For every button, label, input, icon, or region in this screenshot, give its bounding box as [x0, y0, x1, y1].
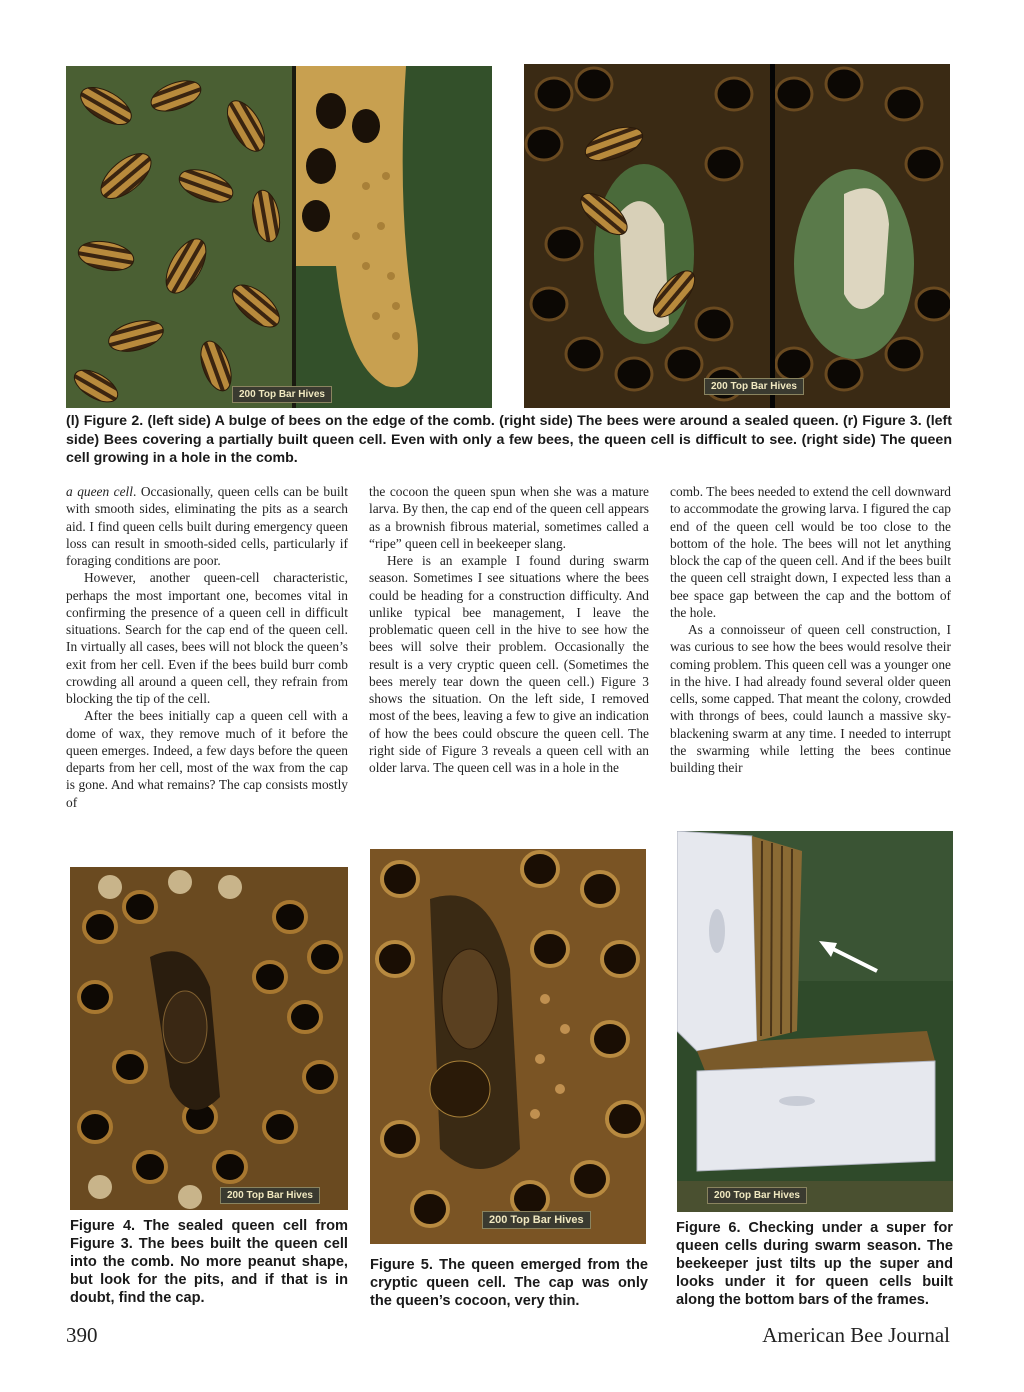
figure-6-photo	[677, 831, 953, 1212]
column-2-paragraph-2: Here is an example I found during swarm season. Sometimes I see situations where the bees could be heading for a construction difficulty. And unlike typical bee management, I leave the problematic queen cell in the hive to see how the bees will solve their problem. Occasionally the result is a very cryptic queen cell. (Sometimes the bees merely tear down the queen cell.) Figure 3 shows the situation. On the left side, I removed most of the bees, leaving a few to give an indication of how the bees could obscure the queen cell. The right side of Figure 3 reveals a queen cell with an older larva. The queen cell was in a hole in the	[369, 553, 649, 775]
figure-3-watermark: 200 Top Bar Hives	[704, 378, 804, 395]
figure-5-image	[370, 849, 646, 1244]
figure-4-photo	[70, 867, 348, 1210]
column-1-paragraph-2: However, another queen-cell characteristic, perhaps the most important one, becomes vital in confirming the presence of a queen cell in difficult situations. Search for the cap end of the queen cell. In virtually all cases, bees will not block the queen’s exit from her cell. Even if the bees build burr comb crowding all around a queen cell, they refrain from blocking the tip of the cell.	[66, 570, 348, 706]
figure-6-image	[677, 831, 953, 1212]
figure-2-image	[66, 66, 492, 408]
column-3-paragraph-2: As a connoisseur of queen cell construction, I was curious to see how the bees would resolve their coming problem. This queen cell was a younger one in the hive. I had already found several older queen cells, some capped. That meant the colony, crowded with throngs of bees, could launch a massive sky-blackening swarm at any time. I needed to interrupt the swarming while letting the bees continue building their	[670, 622, 951, 775]
column-1-paragraph-1-text: . Occasionally, queen cells can be built with smooth sides, eliminating the pits as a search aid. I find queen cells built during emergency queen loss can result in smooth-sided cells, particularly if foraging conditions are poor.	[66, 484, 348, 568]
figure-2-watermark: 200 Top Bar Hives	[232, 386, 332, 403]
figure-5-caption: Figure 5. The queen emerged from the cryptic queen cell. The cap was only the queen’s cocoon, very thin.	[370, 1257, 648, 1309]
column-1-paragraph-3: After the bees initially cap a queen cell with a dome of wax, they remove much of it before the queen emerges. Indeed, a few days before the queen departs from her cell, most of the wax from the cap is gone. And what remains? The cap consists mostly of	[66, 708, 348, 810]
top-caption: (l) Figure 2. (left side) A bulge of bees on the edge of the comb. (right side) The bees were around a sealed queen. (r) Figure 3. (left side) Bees covering a partially built queen cell. Even with only a few bees, the queen cell is difficult to see. (right side) The queen cell growing in a hole in the comb.	[66, 413, 952, 467]
article-column-3	[670, 483, 951, 776]
figure-6-watermark: 200 Top Bar Hives	[707, 1187, 807, 1204]
article-column-2	[369, 483, 649, 776]
figure-2-photo	[66, 66, 492, 408]
figure-5-watermark: 200 Top Bar Hives	[482, 1211, 591, 1229]
figure-4-image	[70, 867, 348, 1210]
figure-5-photo	[370, 849, 646, 1244]
figure-3-image	[524, 64, 950, 408]
figure-4-caption: Figure 4. The sealed queen cell from Figure 3. The bees built the queen cell into the comb. No more peanut shape, but look for the pits, and if that is in doubt, find the cap.	[70, 1218, 348, 1306]
page-number: 390	[66, 1323, 98, 1347]
column-2-paragraph-1: the cocoon the queen spun when she was a mature larva. By then, the cap end of the queen cell appears as a brownish fibrous material, sometimes called a “ripe” queen cell in beekeeper slang.	[369, 484, 649, 551]
column-1-italic-term: a queen cell	[66, 484, 133, 499]
figure-6-caption: Figure 6. Checking under a super for queen cells during swarm season. The beekeeper just tilts up the super and looks under it for queen cells built along the bottom bars of the frames.	[676, 1220, 953, 1308]
article-column-1	[66, 483, 348, 811]
figure-3-photo	[524, 64, 950, 408]
column-3-paragraph-1: comb. The bees needed to extend the cell downward to accommodate the growing larva. I figured the cap end of the queen cell would be too close to the bottom of the hole. The bees will not let anything block the cap of the queen cell. And if the bees built the queen cell straight down, I expected less than a bee space gap between the cap and the bottom of the hole.	[670, 484, 951, 620]
figure-4-watermark: 200 Top Bar Hives	[220, 1187, 320, 1204]
column-1-paragraph-1	[66, 483, 348, 569]
journal-name: American Bee Journal	[762, 1323, 950, 1347]
